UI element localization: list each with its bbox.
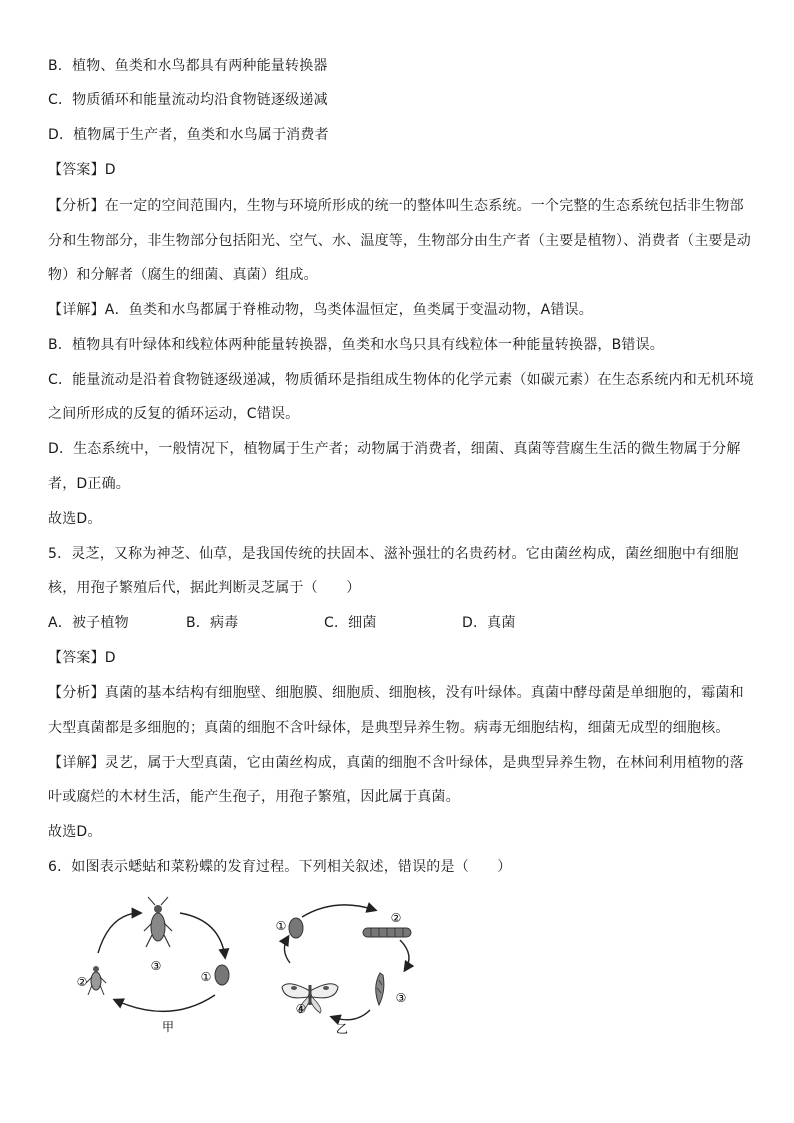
answer: 【答案】D [48, 162, 116, 178]
arrow-jia-2 [180, 913, 225, 957]
analysis-5-line-2: 大型真菌都是多细胞的；真菌的细胞不含叶绿体，是典型异养生物。病毒无细胞结构，细菌无成型的细胞核。 [48, 720, 730, 736]
figure-label-yi: 乙 [335, 1022, 349, 1036]
q5-option-a: A．被子植物 [48, 615, 129, 631]
detail-c-1: C．能量流动是沿着食物链逐级递减，物质循环是指组成生物体的化学元素（如碳元素）在生态系统内和无机环境 [48, 372, 754, 388]
analysis-5-line-1: 【分析】真菌的基本结构有细胞壁、细胞膜、细胞质、细胞核，没有叶绿体。真菌中酵母菌是单细胞的，霉菌和 [48, 685, 744, 701]
arrow-jia-1 [98, 913, 140, 953]
detail-b: B．植物具有叶绿体和线粒体两种能量转换器，鱼类和水鸟只具有线粒体一种能量转换器，B错误。 [48, 337, 665, 353]
arrow-yi-1 [302, 905, 375, 917]
q5-option-d: D．真菌 [462, 615, 516, 631]
analysis-line-2: 分和生物部分，非生物部分包括阳光、空气、水、温度等，生物部分由生产者（主要是植物）、消费者（主要是动 [48, 233, 751, 249]
development-cycle-figure [70, 895, 450, 1045]
yi-stage-3-label: ③ [395, 991, 407, 1005]
jia-stage-2-label: ② [76, 975, 88, 989]
arrow-jia-3 [115, 995, 215, 1011]
option-c: C．物质循环和能量流动均沿食物链逐级递减 [48, 92, 328, 108]
conclusion-5: 故选D。 [48, 824, 102, 840]
detail-5-line-1: 【详解】灵艺，属于大型真菌，它由菌丝构成，真菌的细胞不含叶绿体，是典型异养生物，在林间利用植物的落 [48, 755, 744, 771]
q5-option-c: C．细菌 [324, 615, 377, 631]
detail-a: 【详解】A．鱼类和水鸟都属于脊椎动物，鸟类体温恒定，鱼类属于变温动物，A错误。 [48, 302, 593, 318]
pupa-icon [376, 973, 384, 1005]
yi-stage-4-label: ④ [295, 1002, 307, 1016]
option-b: B．植物、鱼类和水鸟都具有两种能量转换器 [48, 58, 328, 74]
arrow-yi-3 [332, 1010, 370, 1020]
cricket-adult-icon [144, 897, 172, 947]
arrow-yi-2 [400, 940, 409, 970]
butterfly-egg-icon [289, 918, 303, 938]
figure-label-jia: 甲 [161, 1020, 175, 1034]
question-5-line-1: 5．灵芝，又称为神芝、仙草，是我国传统的扶固本、滋补强壮的名贵药材。它由菌丝构成，菌丝细胞中有细胞 [48, 546, 739, 562]
jia-stage-1-label: ① [200, 970, 212, 984]
question-5-line-2: 核，用孢子繁殖后代，据此判断灵芝属于（ ） [48, 580, 361, 596]
butterfly-adult-icon [282, 984, 338, 1013]
q5-option-b: B．病毒 [186, 615, 239, 631]
yi-stage-2-label: ② [390, 911, 402, 925]
detail-c-2: 之间所形成的反复的循环运动，C错误。 [48, 406, 300, 422]
jia-stage-3-label: ③ [150, 959, 162, 973]
cricket-nymph-icon [86, 966, 106, 995]
answer-5: 【答案】D [48, 650, 116, 666]
cycle-jia [77, 897, 229, 1034]
conclusion: 故选D。 [48, 511, 102, 527]
analysis-line-3: 物）和分解者（腐生的细菌、真菌）组成。 [48, 267, 318, 283]
analysis-line-1: 【分析】在一定的空间范围内，生物与环境所形成的统一的整体叫生态系统。一个完整的生态系统包括非生物部 [48, 198, 744, 214]
detail-d-1: D．生态系统中，一般情况下，植物属于生产者；动物属于消费者，细菌、真菌等营腐生生活的微生物属于分解 [48, 441, 741, 457]
cycle-yi [276, 905, 411, 1036]
detail-d-2: 者，D正确。 [48, 476, 130, 492]
yi-stage-1-label: ① [275, 919, 287, 933]
caterpillar-icon [363, 928, 411, 937]
detail-5-line-2: 叶或腐烂的木材生活，能产生孢子，用孢子繁殖，因此属于真菌。 [48, 789, 460, 805]
arrow-yi-4 [284, 937, 290, 963]
question-5-options [48, 613, 748, 633]
question-6: 6．如图表示蟋蛄和菜粉蝶的发育过程。下列相关叙述，错误的是（ ） [48, 859, 512, 875]
cricket-egg-icon [215, 965, 229, 985]
option-d: D．植物属于生产者，鱼类和水鸟属于消费者 [48, 127, 329, 143]
